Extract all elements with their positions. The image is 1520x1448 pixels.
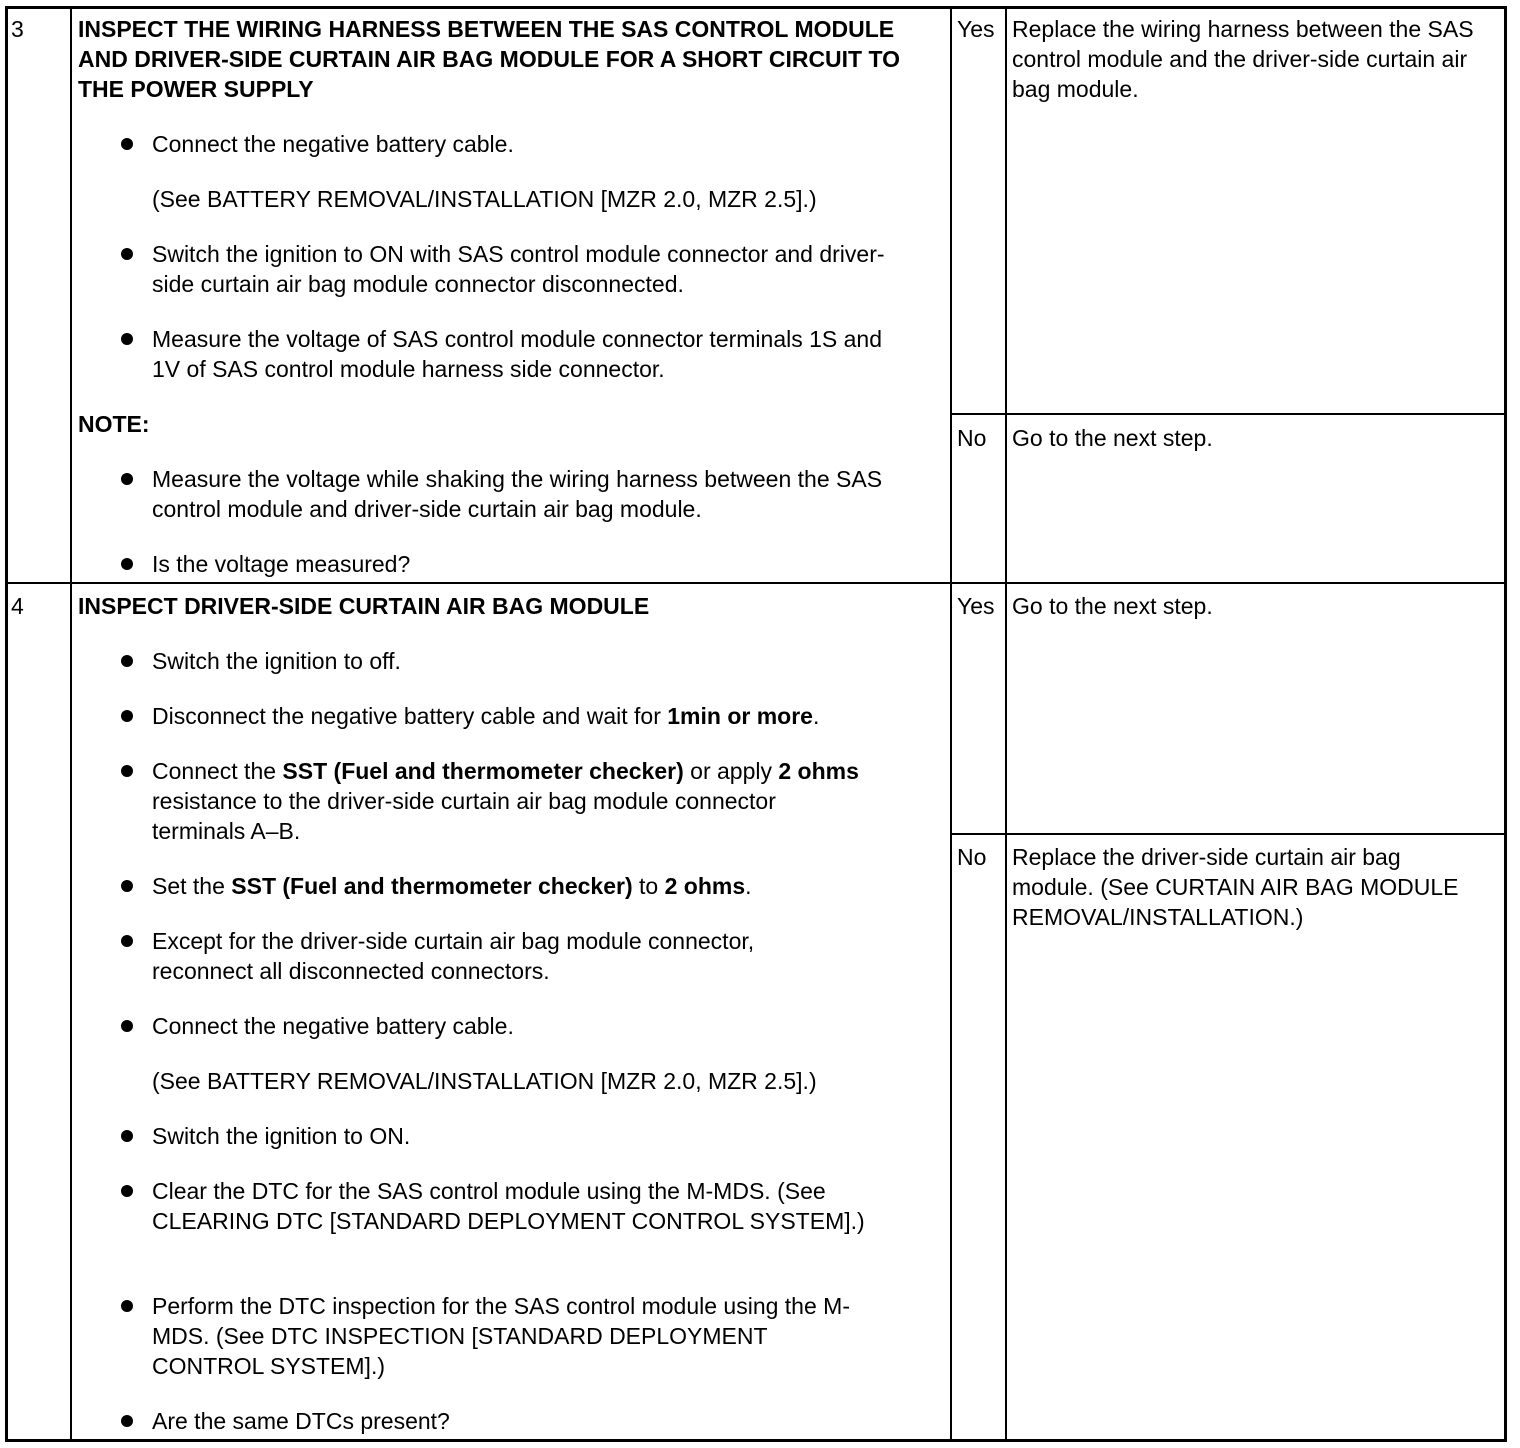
- step-title: INSPECT DRIVER-SIDE CURTAIN AIR BAG MODULE: [78, 593, 650, 619]
- no-action: Replace the driver-side curtain air bag module. (See CURTAIN AIR BAG MODULE REMOVAL/INSTALLATION.): [1012, 844, 1459, 930]
- instruction-text: .: [745, 873, 752, 899]
- bullet-icon: [121, 248, 133, 260]
- no-label: No: [957, 425, 987, 451]
- instruction-text: Disconnect the negative battery cable and wait for: [152, 703, 668, 729]
- step-number: 3: [11, 16, 24, 42]
- instruction-text: to: [632, 873, 665, 899]
- tool-name: SST (Fuel and thermometer checker): [282, 758, 684, 784]
- bullet-icon: [121, 1020, 133, 1032]
- yes-no-divider: [950, 413, 1507, 415]
- bullet-icon: [121, 765, 133, 777]
- tool-name: SST (Fuel and thermometer checker): [231, 873, 633, 899]
- instruction-text: .: [812, 703, 820, 729]
- yes-label: Yes: [957, 16, 995, 42]
- instruction: Measure the voltage while shaking the wiring harness between the SAS control module and driver-side curtain air bag module.: [152, 466, 883, 522]
- bullet-icon: [121, 138, 133, 150]
- bullet-icon: [121, 655, 133, 667]
- question: Is the voltage measured?: [152, 551, 411, 577]
- step-number: 4: [11, 593, 24, 619]
- instruction: Perform the DTC inspection for the SAS control module using the M-MDS. (See DTC INSPECTION [STANDARD DEPLOYMENT CONTROL SYSTEM].): [152, 1293, 850, 1379]
- bullet-icon: [121, 1130, 133, 1142]
- instruction: Switch the ignition to ON.: [152, 1123, 411, 1149]
- bullet-icon: [121, 880, 133, 892]
- instruction: [152, 756, 942, 786]
- column-divider: [950, 6, 952, 1442]
- instruction: [152, 701, 942, 731]
- bullet-icon: [121, 1300, 133, 1312]
- column-divider: [1005, 6, 1007, 1442]
- note-heading: NOTE:: [78, 411, 150, 437]
- question: Are the same DTCs present?: [152, 1408, 450, 1434]
- bullet-icon: [121, 710, 133, 722]
- resistance-value: 2 ohms: [664, 873, 746, 899]
- yes-action: Replace the wiring harness between the SAS control module and the driver-side curtain air bag module.: [1012, 16, 1474, 102]
- instruction: Except for the driver-side curtain air bag module connector, reconnect all disconnected connectors.: [152, 928, 755, 984]
- bullet-icon: [121, 1185, 133, 1197]
- bullet-icon: [121, 1415, 133, 1427]
- instruction-text: Connect the: [152, 758, 283, 784]
- reference-note: (See BATTERY REMOVAL/INSTALLATION [MZR 2.0, MZR 2.5].): [152, 1068, 817, 1094]
- instruction: Measure the voltage of SAS control module connector terminals 1S and 1V of SAS control module harness side connector.: [152, 326, 883, 382]
- instruction: Switch the ignition to ON with SAS control module connector and driver-side curtain air bag module connector disconnected.: [152, 241, 885, 297]
- yes-label: Yes: [957, 593, 995, 619]
- instruction-text: or apply: [683, 758, 779, 784]
- instruction: Connect the negative battery cable.: [152, 1013, 514, 1039]
- column-divider: [70, 6, 72, 1442]
- instruction: Clear the DTC for the SAS control module using the M-MDS. (See CLEARING DTC [STANDARD DEPLOYMENT CONTROL SYSTEM].): [152, 1178, 865, 1234]
- instruction: Connect the negative battery cable.: [152, 131, 514, 157]
- bullet-icon: [121, 473, 133, 485]
- bullet-icon: [121, 333, 133, 345]
- instruction: resistance to the driver-side curtain air bag module connector terminals A–B.: [152, 788, 776, 844]
- instruction: Switch the ignition to off.: [152, 648, 401, 674]
- reference-note: (See BATTERY REMOVAL/INSTALLATION [MZR 2.0, MZR 2.5].): [152, 186, 817, 212]
- step-title: INSPECT THE WIRING HARNESS BETWEEN THE SAS CONTROL MODULE AND DRIVER-SIDE CURTAIN AIR BAG MODULE FOR A SHORT CIRCUIT TO THE POWER SUPPLY: [78, 16, 901, 102]
- wait-time: 1min or more: [667, 703, 813, 729]
- yes-action: Go to the next step.: [1012, 593, 1213, 619]
- bullet-icon: [121, 558, 133, 570]
- no-label: No: [957, 844, 987, 870]
- resistance-value: 2 ohms: [778, 758, 859, 784]
- bullet-icon: [121, 935, 133, 947]
- row-divider: [5, 582, 1507, 584]
- no-action: Go to the next step.: [1012, 425, 1213, 451]
- instruction-text: Set the: [152, 873, 232, 899]
- instruction: [152, 871, 942, 901]
- yes-no-divider: [950, 833, 1507, 835]
